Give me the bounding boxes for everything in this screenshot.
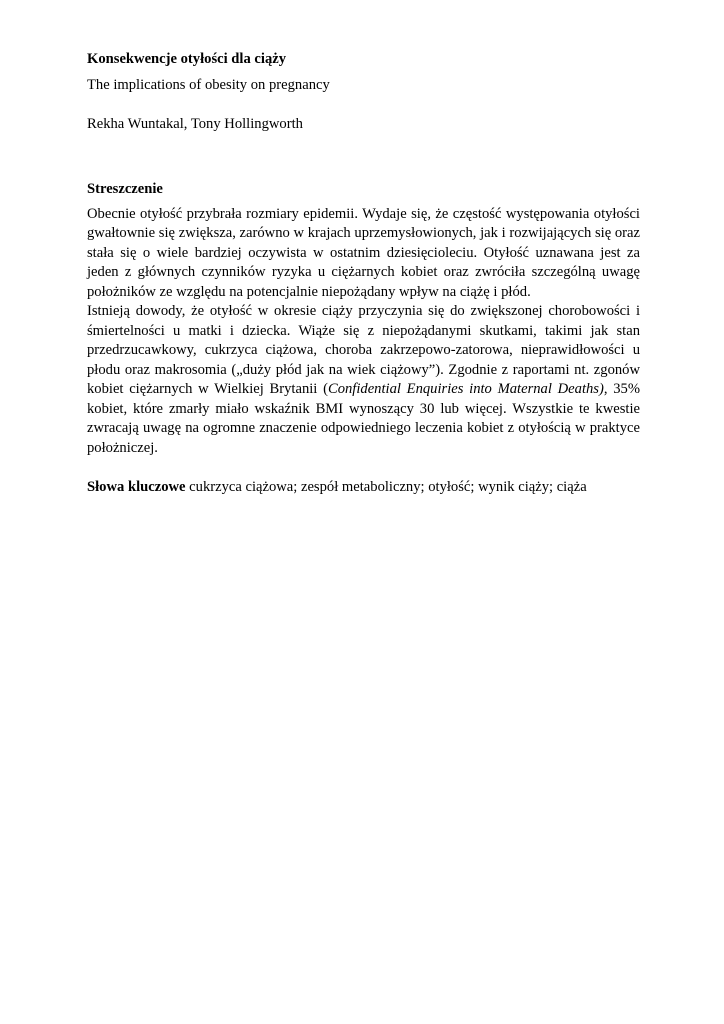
document-page xyxy=(87,50,640,498)
abstract-paragraph-1: Obecnie otyłość przybrała rozmiary epidemii. Wydaje się, że częstość występowania otyłości gwałtownie się zwiększa, zarówno w krajach uprzemysłowionych, jak i rozwijających się oraz stała się o wiele bardziej oczywista w ostatnim dziesięcioleciu. Otyłość uznawana jest za jeden z głównych czynników ryzyka u ciężarnych kobiet oraz zwróciła szczególną uwagę położników ze względu na potencjalnie niepożądany wpływ na ciążę i płód. xyxy=(87,205,640,300)
abstract-paragraph-2 xyxy=(87,302,640,458)
keywords-list: cukrzyca ciążowa; zespół metaboliczny; otyłość; wynik ciąży; ciąża xyxy=(185,479,587,495)
authors: Rekha Wuntakal, Tony Hollingworth xyxy=(87,115,303,132)
keywords xyxy=(87,478,640,498)
paragraph-2-text-end: , 35% kobiet, które zmarły miało wskaźnik BMI wynoszący 30 lub więcej. Wszystkie te kwestie zwracają uwagę na ogromne znaczenie odpowiedniego leczenia kobiet z otyłością w praktyce położniczej. xyxy=(87,381,640,456)
abstract-heading: Streszczenie xyxy=(87,181,163,197)
paragraph-2-text-start: Istnieją dowody, że otyłość w okresie ciąży przyczynia się do zwiększonej chorobowości i śmiertelności u matki i dziecka. Wiąże się z niepożądanymi skutkami, takimi jak stan przedrzucawkowy, cukrzyca ciążowa, choroba zakrzepowo-zatorowa, nieprawidłowości u płodu oraz makrosomia („duży płód jak na wiek ciążowy”). Zgodnie z raportami nt. zgonów kobiet ciężarnych w Wielkiej Brytanii ( xyxy=(87,303,640,397)
paragraph-2-italic-source: Confidential Enquiries into Maternal Deaths) xyxy=(327,381,604,397)
keywords-label: Słowa kluczowe xyxy=(87,479,186,495)
title-polish: Konsekwencje otyłości dla ciąży xyxy=(87,51,287,67)
title-english: The implications of obesity on pregnancy xyxy=(87,77,330,93)
